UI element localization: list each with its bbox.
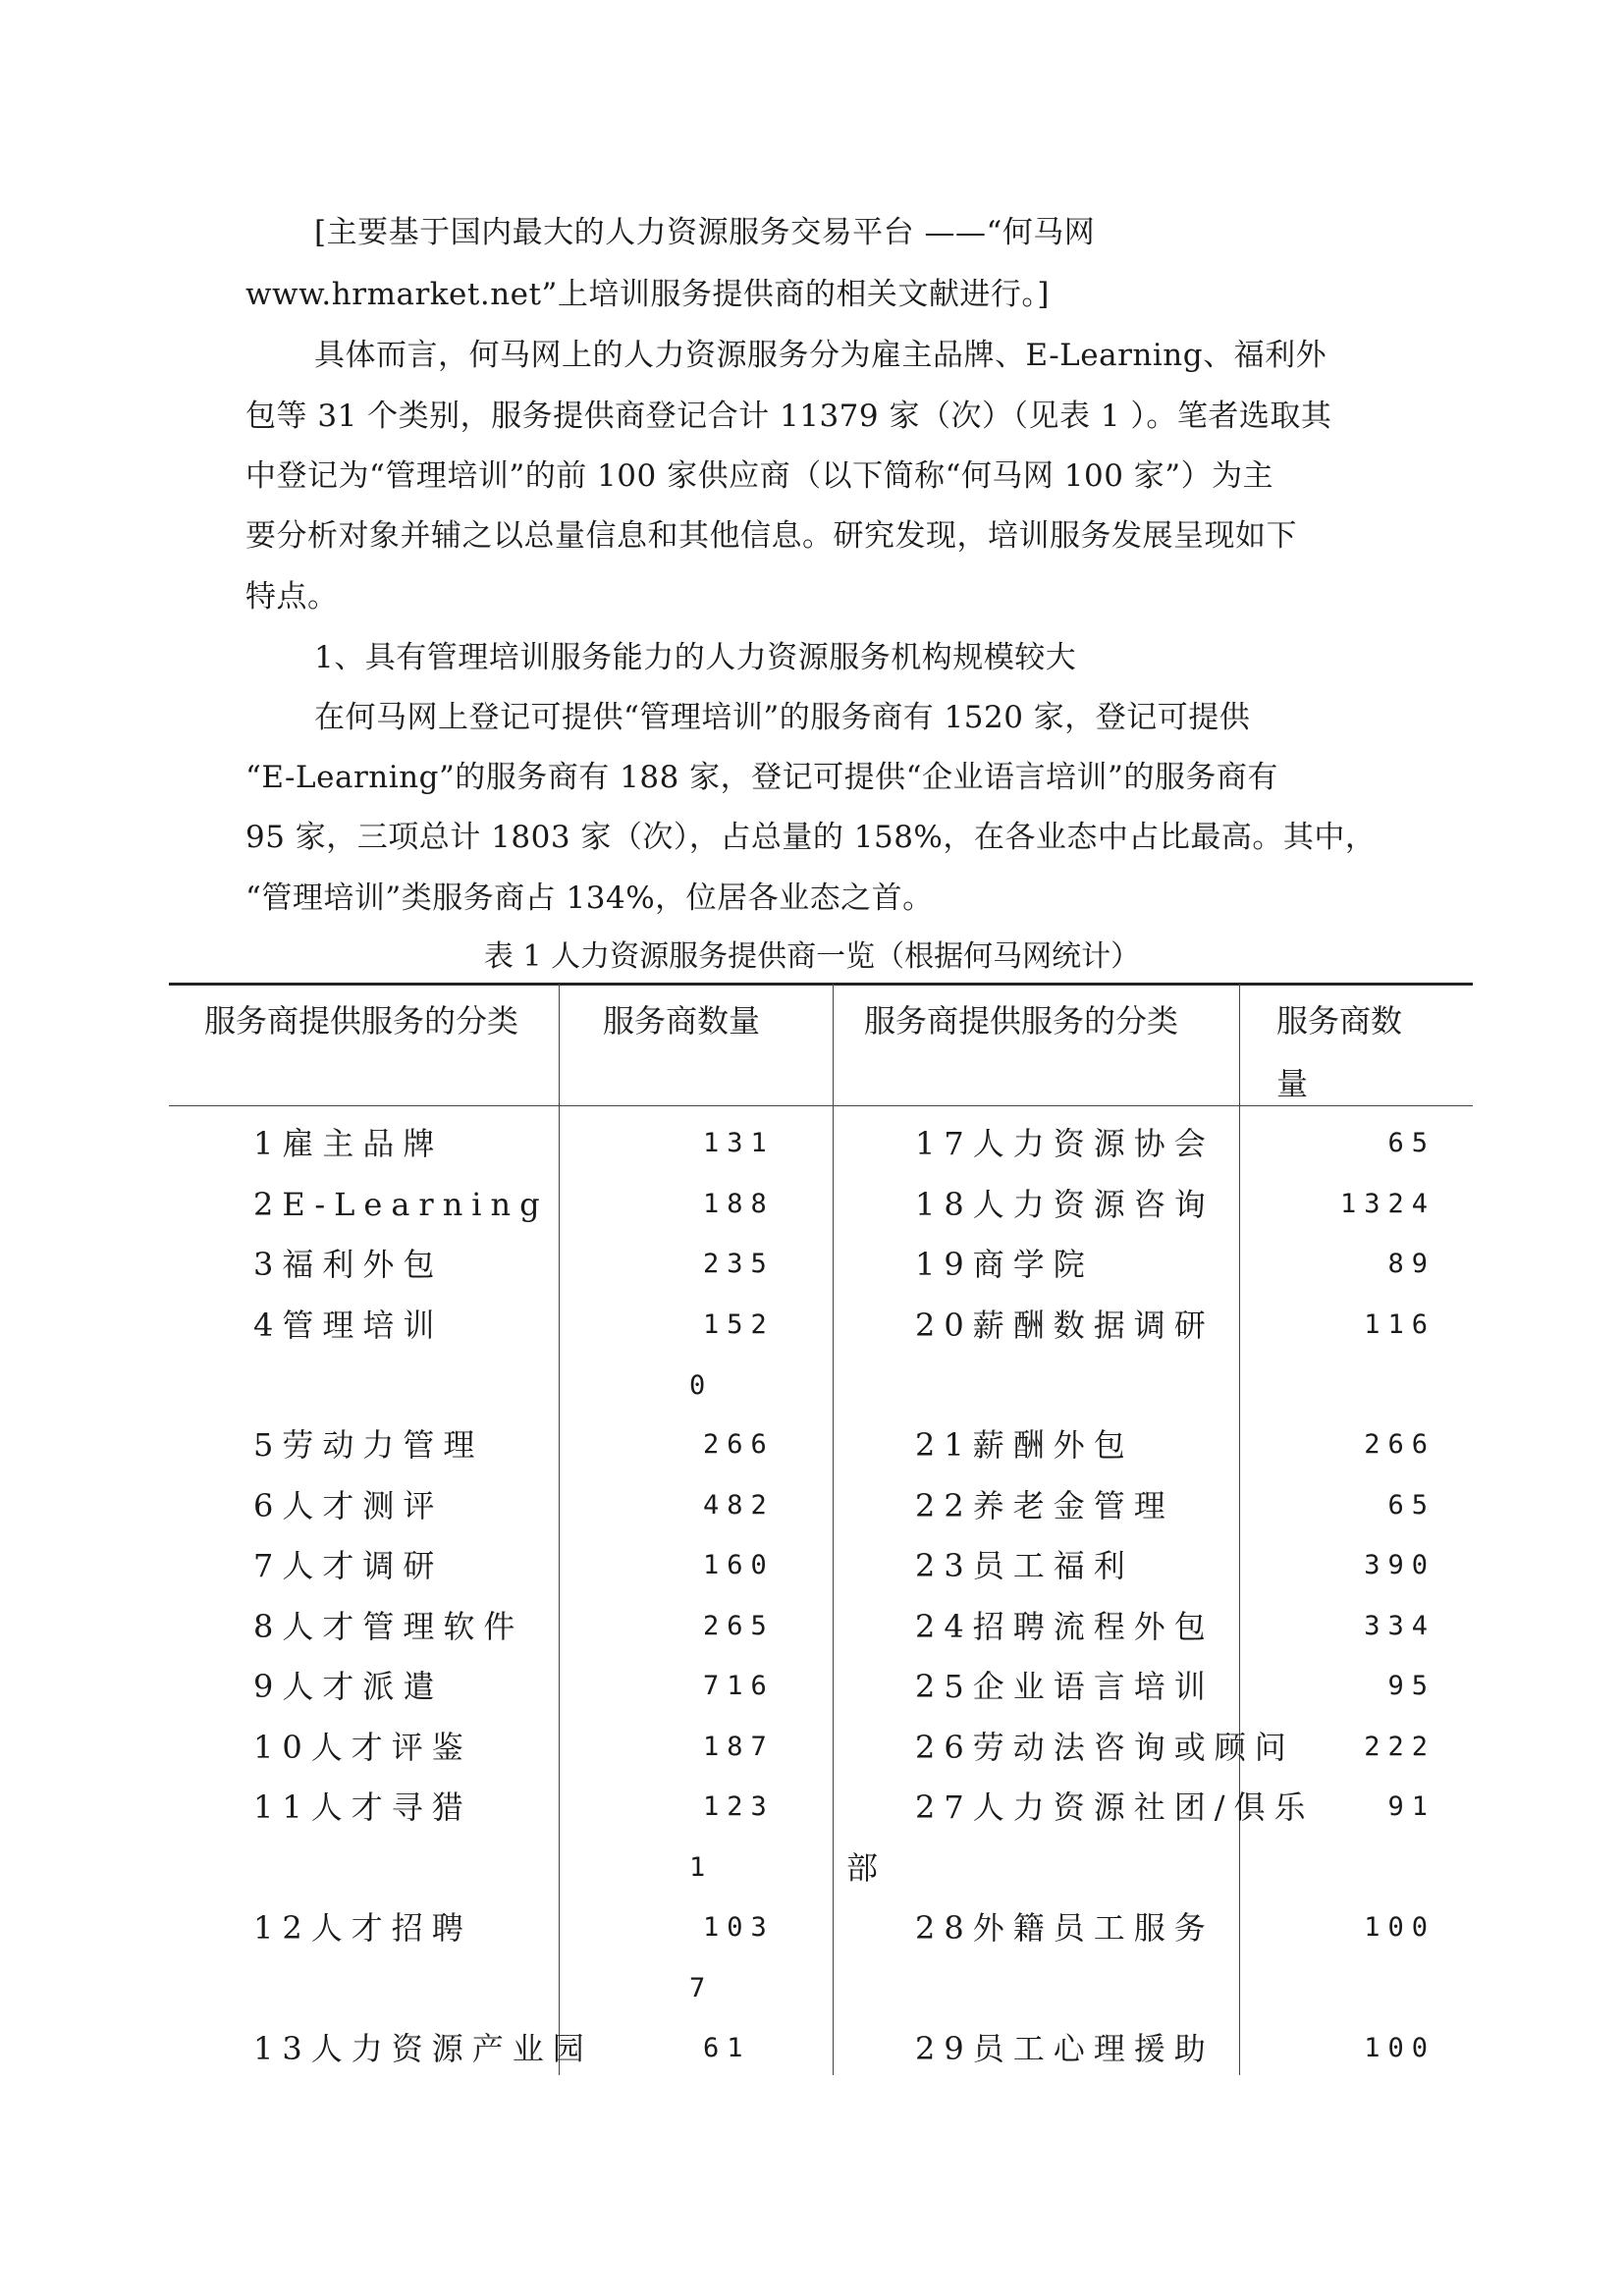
paragraph-line: 特点。 bbox=[245, 579, 339, 614]
table-cell-category: 24招聘流程外包 bbox=[915, 1608, 1215, 1645]
table-cell-count: 152 bbox=[703, 1309, 775, 1340]
table-cell-count: 89 bbox=[1387, 1249, 1435, 1279]
table-cell-category: 29员工心理援助 bbox=[915, 2030, 1215, 2067]
table-cell-count: 65 bbox=[1387, 1490, 1435, 1521]
table-cell-count: 61 bbox=[703, 2033, 751, 2063]
table-cell-count-wrap: 0 bbox=[689, 1370, 714, 1401]
paragraph-line: www.hrmarket.net”上培训服务提供商的相关文献进行。] bbox=[245, 277, 1050, 312]
table-cell-category: 18人力资源咨询 bbox=[915, 1186, 1215, 1223]
table-cell-category: 6人才测评 bbox=[253, 1487, 444, 1524]
paragraph-line: “E-Learning”的服务商有 188 家，登记可提供“企业语言培训”的服务商有 bbox=[245, 760, 1278, 795]
table-cell-category: 13人力资源产业园 bbox=[253, 2030, 593, 2067]
table-cell-count: 160 bbox=[703, 1550, 775, 1580]
table-cell-count: 65 bbox=[1387, 1128, 1435, 1158]
paragraph-line: 中登记为“管理培训”的前 100 家供应商（以下简称“何马网 100 家”）为主 bbox=[245, 458, 1274, 494]
table-cell-count: 482 bbox=[703, 1490, 775, 1521]
table-cell-category: 7人才调研 bbox=[253, 1547, 444, 1584]
table-cell-count: 100 bbox=[1364, 1912, 1435, 1943]
table-header-count: 服务商数量 bbox=[603, 1002, 761, 1040]
table-cell-count: 131 bbox=[703, 1128, 775, 1158]
table-cell-count-wrap: 1 bbox=[689, 1852, 714, 1883]
table-cell-count: 265 bbox=[703, 1611, 775, 1641]
table-cell-count: 222 bbox=[1364, 1732, 1435, 1762]
table-cell-count: 266 bbox=[1364, 1429, 1435, 1460]
table-top-rule bbox=[169, 983, 1473, 986]
paragraph-line: [主要基于国内最大的人力资源服务交易平台 ——“何马网 bbox=[314, 215, 1096, 250]
table-cell-category: 1雇主品牌 bbox=[253, 1125, 444, 1162]
table-cell-category: 28外籍员工服务 bbox=[915, 1909, 1215, 1947]
table-cell-category: 11人才寻猎 bbox=[253, 1789, 472, 1826]
table-cell-category: 5劳动力管理 bbox=[253, 1426, 484, 1464]
table-cell-count: 266 bbox=[703, 1429, 775, 1460]
table-header-category-2: 服务商提供服务的分类 bbox=[864, 1002, 1179, 1040]
table-header-count-2: 服务商数 bbox=[1276, 1002, 1403, 1040]
paragraph-line: 在何马网上登记可提供“管理培训”的服务商有 1520 家，登记可提供 bbox=[314, 700, 1251, 735]
table-cell-category: 25企业语言培训 bbox=[915, 1668, 1215, 1705]
table-cell-count: 1324 bbox=[1339, 1189, 1435, 1219]
table-cell-count: 235 bbox=[703, 1249, 775, 1279]
table-header-category: 服务商提供服务的分类 bbox=[204, 1002, 519, 1040]
table-cell-count: 95 bbox=[1387, 1671, 1435, 1701]
paragraph-line: “管理培训”类服务商占 134%，位居各业态之首。 bbox=[245, 881, 934, 916]
table-column-divider bbox=[833, 984, 834, 2075]
table-cell-category: 22养老金管理 bbox=[915, 1487, 1174, 1524]
table-column-divider bbox=[559, 984, 560, 2075]
table-cell-category: 2E-Learning bbox=[253, 1186, 549, 1223]
table-caption: 表 1 人力资源服务提供商一览（根据何马网统计） bbox=[483, 939, 1141, 974]
table-cell-count: 123 bbox=[703, 1791, 775, 1822]
table-cell-count: 116 bbox=[1364, 1309, 1435, 1340]
table-cell-category-wrap: 部 bbox=[846, 1849, 879, 1887]
table-cell-category: 10人才评鉴 bbox=[253, 1729, 472, 1766]
table-cell-count: 188 bbox=[703, 1189, 775, 1219]
section-heading: 1、具有管理培训服务能力的人力资源服务机构规模较大 bbox=[314, 640, 1077, 675]
table-cell-category: 8人才管理软件 bbox=[253, 1608, 524, 1645]
table-cell-category: 23员工福利 bbox=[915, 1547, 1134, 1584]
table-cell-category: 3福利外包 bbox=[253, 1246, 444, 1283]
table-cell-count: 91 bbox=[1387, 1791, 1435, 1822]
table-cell-category: 21薪酬外包 bbox=[915, 1426, 1134, 1464]
table-cell-count: 103 bbox=[703, 1912, 775, 1943]
table-cell-category: 9人才派遣 bbox=[253, 1668, 444, 1705]
paragraph-line: 要分析对象并辅之以总量信息和其他信息。研究发现，培训服务发展呈现如下 bbox=[245, 518, 1297, 554]
paragraph-line: 包等 31 个类别，服务提供商登记合计 11379 家（次）（见表 1 ）。笔者选取其 bbox=[245, 399, 1332, 434]
table-header-count-2-wrap: 量 bbox=[1276, 1065, 1309, 1102]
table-cell-category: 26劳动法咨询或顾问 bbox=[915, 1729, 1295, 1766]
table-cell-count-wrap: 7 bbox=[689, 1973, 714, 2003]
table-cell-category: 19商学院 bbox=[915, 1246, 1094, 1283]
table-cell-count: 334 bbox=[1364, 1611, 1435, 1641]
table-cell-category: 12人才招聘 bbox=[253, 1909, 472, 1947]
paragraph-line: 具体而言，何马网上的人力资源服务分为雇主品牌、E-Learning、福利外 bbox=[314, 338, 1327, 373]
table-cell-count: 100 bbox=[1364, 2033, 1435, 2063]
paragraph-line: 95 家，三项总计 1803 家（次），占总量的 158%，在各业态中占比最高。其中， bbox=[245, 820, 1377, 855]
table-cell-category: 4管理培训 bbox=[253, 1307, 444, 1344]
table-cell-category: 20薪酬数据调研 bbox=[915, 1307, 1215, 1344]
table-cell-count: 716 bbox=[703, 1671, 775, 1701]
table-cell-count: 187 bbox=[703, 1732, 775, 1762]
table-cell-category: 27人力资源社团/俱乐 bbox=[915, 1789, 1315, 1826]
table-cell-category: 17人力资源协会 bbox=[915, 1125, 1215, 1162]
table-column-divider bbox=[1239, 984, 1240, 2075]
table-cell-count: 390 bbox=[1364, 1550, 1435, 1580]
